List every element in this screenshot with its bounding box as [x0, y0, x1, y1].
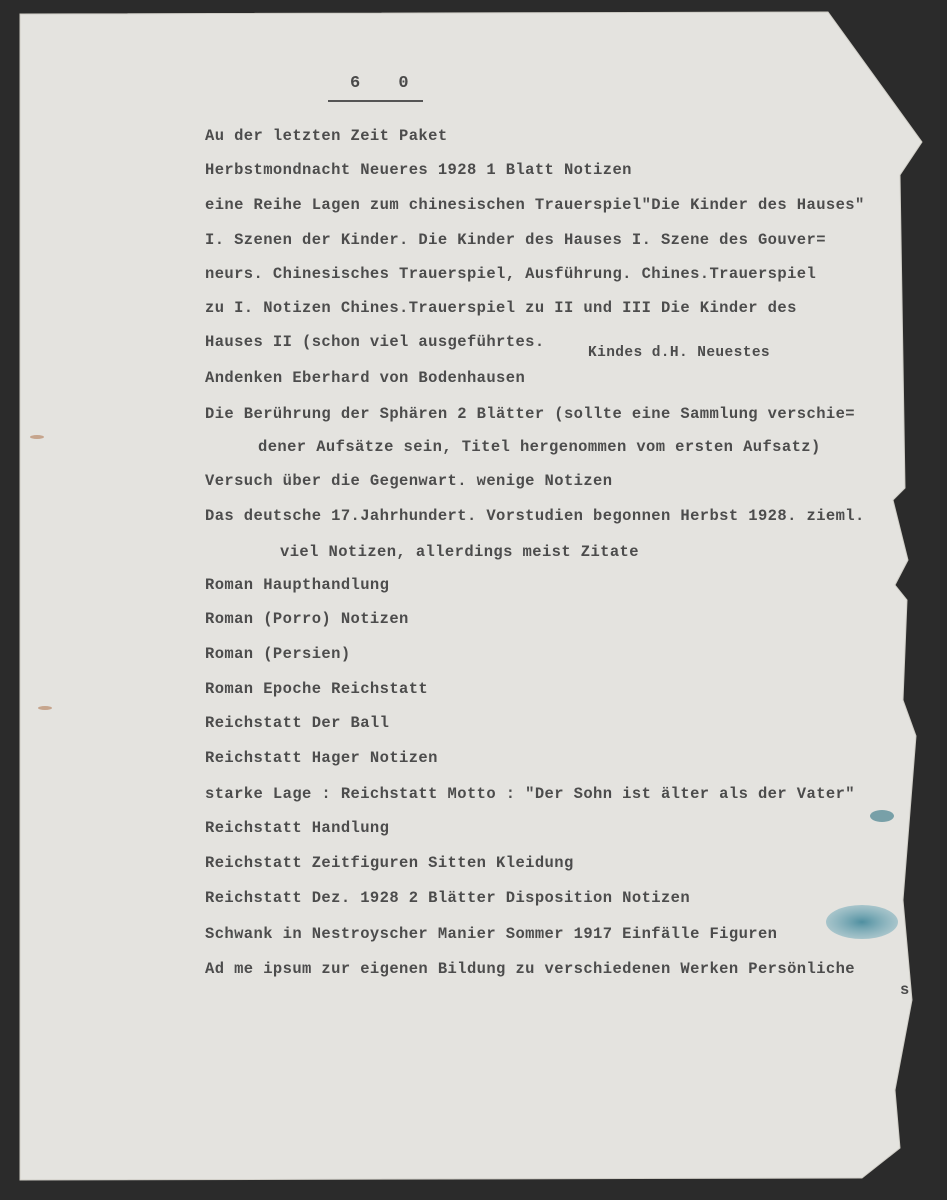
text-line: Herbstmondnacht Neueres 1928 1 Blatt Notizen — [205, 161, 632, 179]
text-line: Reichstatt Der Ball — [205, 714, 390, 732]
ink-stain — [826, 905, 898, 939]
text-line: eine Reihe Lagen zum chinesischen Trauerspiel"Die Kinder des Hauses" — [205, 196, 865, 214]
page-number: 6 0 — [350, 74, 423, 93]
text-line: Reichstatt Hager Notizen — [205, 749, 438, 767]
text-line: Reichstatt Zeitfiguren Sitten Kleidung — [205, 854, 574, 872]
ink-spot — [870, 810, 894, 822]
text-line: Reichstatt Dez. 1928 2 Blätter Disposition Notizen — [205, 889, 691, 907]
text-line: zu I. Notizen Chines.Trauerspiel zu II und III Die Kinder des — [205, 299, 797, 317]
text-line: Roman Haupthandlung — [205, 576, 390, 594]
page-number-underline — [328, 100, 423, 102]
text-line: neurs. Chinesisches Trauerspiel, Ausführung. Chines.Trauerspiel — [205, 265, 817, 283]
text-line-indented: dener Aufsätze sein, Titel hergenommen vom ersten Aufsatz) — [258, 438, 821, 456]
text-line: Au der letzten Zeit Paket — [205, 127, 448, 145]
text-line: I. Szenen der Kinder. Die Kinder des Hauses I. Szene des Gouver= — [205, 231, 826, 249]
text-line: Roman Epoche Reichstatt — [205, 680, 429, 698]
text-line: Das deutsche 17.Jahrhundert. Vorstudien begonnen Herbst 1928. zieml. — [205, 507, 865, 525]
text-line: starke Lage : Reichstatt Motto : "Der Sohn ist älter als der Vater" — [205, 785, 856, 803]
text-line: Ad me ipsum zur eigenen Bildung zu verschiedenen Werken Persönliche — [205, 960, 856, 978]
text-line: Versuch über die Gegenwart. wenige Notizen — [205, 472, 613, 490]
text-line: Schwank in Nestroyscher Manier Sommer 1917 Einfälle Figuren — [205, 925, 778, 943]
text-line: Reichstatt Handlung — [205, 819, 390, 837]
text-line: Hauses II (schon viel ausgeführtes. — [205, 333, 545, 351]
text-line: Roman (Porro) Notizen — [205, 610, 409, 628]
text-line-indented: viel Notizen, allerdings meist Zitate — [280, 543, 639, 561]
text-line: Roman (Persien) — [205, 645, 351, 663]
text-line-fragment: s — [900, 981, 910, 999]
text-line: Andenken Eberhard von Bodenhausen — [205, 369, 526, 387]
text-line-insert: Kindes d.H. Neuestes — [588, 345, 771, 361]
text-line: Die Berührung der Sphären 2 Blätter (sollte eine Sammlung verschie= — [205, 405, 856, 423]
